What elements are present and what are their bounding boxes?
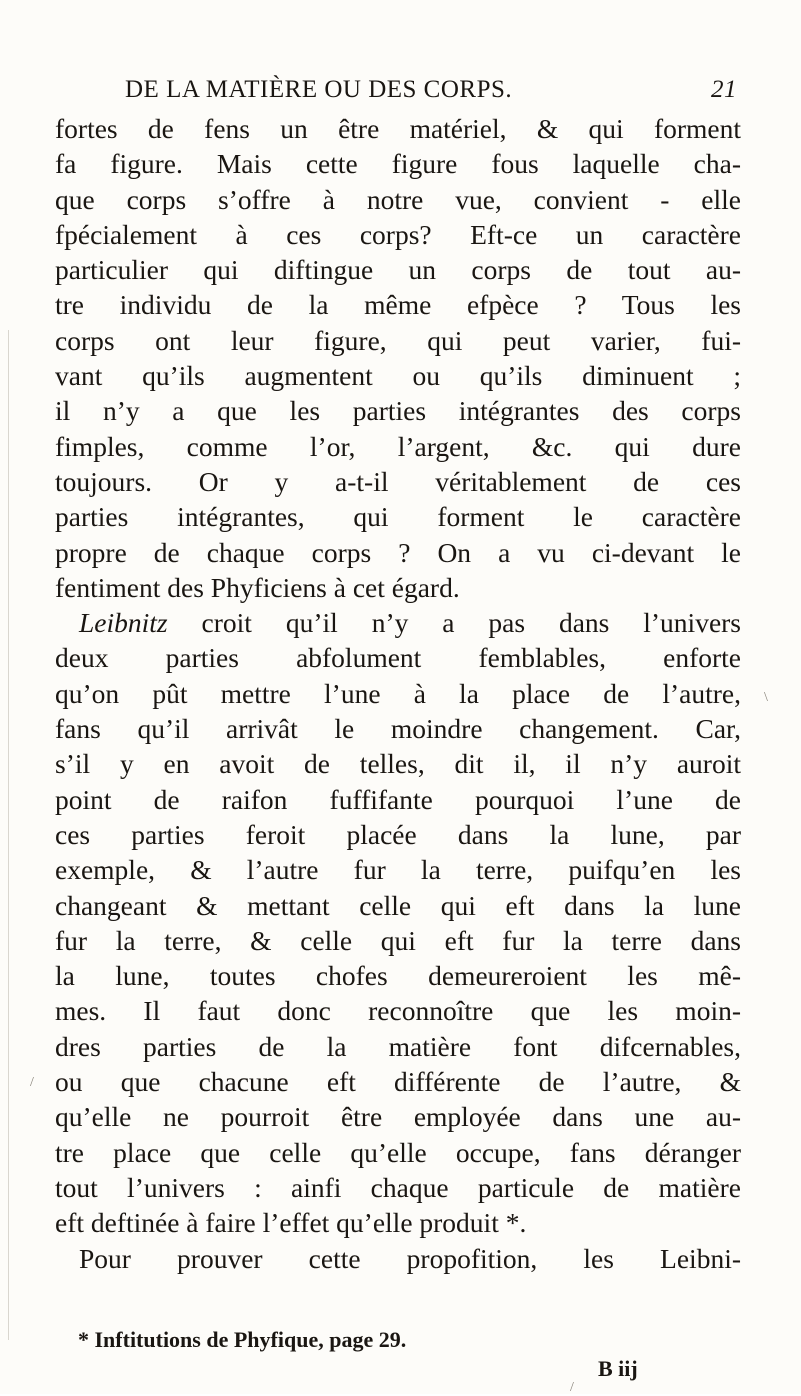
text-line: fa figure. Mais cette figure fous laquelle cha- xyxy=(55,148,741,180)
text-line: mes. Il faut donc reconnoître que les moin- xyxy=(55,995,741,1027)
text-line: fans qu’il arrivât le moindre changement. Car, xyxy=(55,713,741,745)
margin-mark: / xyxy=(30,1075,34,1090)
text-line: s’il y en avoit de telles, dit il, il n’y auroit xyxy=(55,748,741,780)
text-line: exemple, & l’autre fur la terre, puifqu’en les xyxy=(55,854,741,886)
page-number: 21 xyxy=(711,76,737,103)
text-line: Pour prouver cette propofition, les Leibni- xyxy=(79,1242,741,1274)
text-line: tre individu de la même efpèce ? Tous les xyxy=(55,289,741,321)
margin-mark: \ xyxy=(764,690,768,705)
opening-line-rest: croit qu’il n’y a pas dans l’univers xyxy=(201,607,742,639)
footnote: * Inftitutions de Phyfique, page 29. xyxy=(78,1327,407,1352)
author-name: Leibnitz xyxy=(79,607,168,639)
text-line: particulier qui diftingue un corps de tout au- xyxy=(55,254,741,286)
text-line: il n’y a que les parties intégrantes des corps xyxy=(55,395,741,427)
text-line: ou que chacune eft différente de l’autre, & xyxy=(55,1066,741,1098)
text-line: corps ont leur figure, qui peut varier, fui- xyxy=(55,324,741,356)
text-line: fur la terre, & celle qui eft fur la terre dans xyxy=(55,924,741,956)
text-line: toujours. Or y a-t-il véritablement de ces xyxy=(55,465,741,497)
text-line: fimples, comme l’or, l’argent, &c. qui dure xyxy=(55,430,741,462)
page-edge-line xyxy=(8,330,9,1340)
running-title: DE LA MATIÈRE OU DES CORPS. xyxy=(125,76,513,103)
body-text xyxy=(55,111,741,1276)
text-line: qu’elle ne pourroit être employée dans une au- xyxy=(55,1101,741,1133)
text-line: point de raifon fuffifante pourquoi l’une de xyxy=(55,783,741,815)
text-line: tre place que celle qu’elle occupe, fans déranger xyxy=(55,1136,741,1168)
text-line: eft deftinée à faire l’effet qu’elle produit *. xyxy=(55,1207,527,1239)
text-line: tout l’univers : ainfi chaque particule de matière xyxy=(55,1171,741,1203)
text-line: deux parties abfolument femblables, enforte xyxy=(55,642,741,674)
paragraph-opening-line xyxy=(55,605,741,640)
text-line: que corps s’offre à notre vue, convient - elle xyxy=(55,183,741,215)
text-line: fentiment des Phyficiens à cet égard. xyxy=(55,571,460,603)
text-line: ces parties feroit placée dans la lune, par xyxy=(55,818,741,850)
text-line: qu’on pût mettre l’une à la place de l’autre, xyxy=(55,677,741,709)
text-line: parties intégrantes, qui forment le caractère xyxy=(55,501,741,533)
text-line: changeant & mettant celle qui eft dans la lune xyxy=(55,889,741,921)
text-line: vant qu’ils augmentent ou qu’ils diminuent ; xyxy=(55,360,741,392)
text-line: fpécialement à ces corps? Eft-ce un caractère xyxy=(55,218,741,250)
margin-mark: / xyxy=(570,1380,574,1395)
text-line: propre de chaque corps ? On a vu ci-devant le xyxy=(55,536,741,568)
text-line: dres parties de la matière font difcernables, xyxy=(55,1030,741,1062)
signature-mark: B iij xyxy=(598,1356,638,1381)
text-line: la lune, toutes chofes demeureroient les mê- xyxy=(55,960,741,992)
text-line: fortes de fens un être matériel, & qui forment xyxy=(55,113,741,144)
